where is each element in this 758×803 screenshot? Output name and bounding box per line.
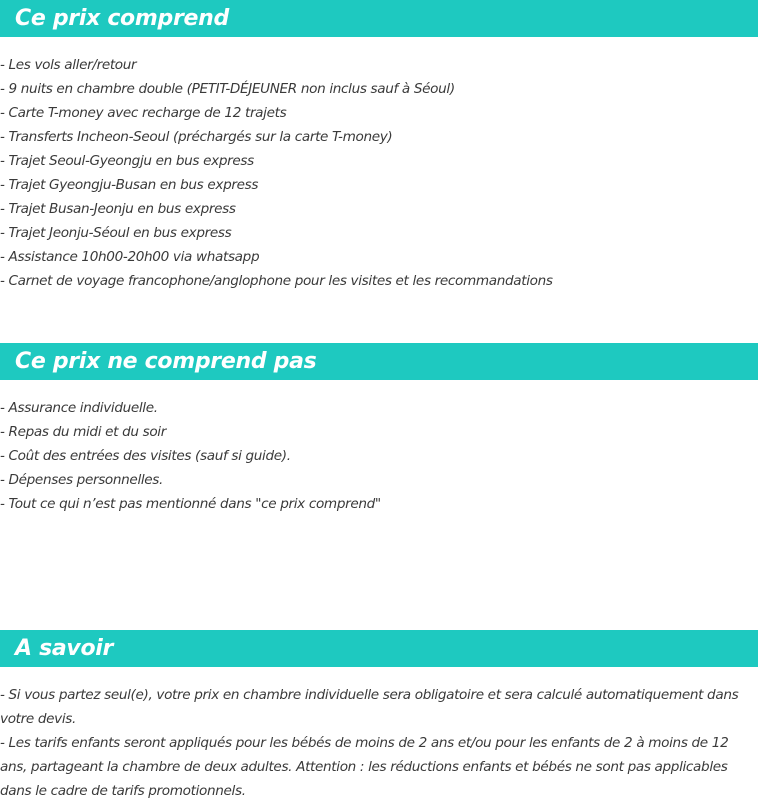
list-item: - Repas du midi et du soir — [0, 424, 166, 440]
list-item: - Assurance individuelle. — [0, 400, 158, 416]
excludes-title: Ce prix ne comprend pas — [0, 343, 758, 380]
excludes-section — [0, 343, 758, 516]
paragraph: - Les tarifs enfants seront appliqués pour les bébés de moins de 2 ans et/ou pour les enfants de 2 à moins de 12 ans, partageant la chambre de deux adultes. Attention : les réductions enfants et bébés ne sont pas applicables dans le cadre de tarifs promotionnels. — [0, 735, 729, 799]
includes-list — [0, 53, 758, 293]
list-item: - Les vols aller/retour — [0, 57, 137, 73]
paragraph: - Si vous partez seul(e), votre prix en chambre individuelle sera obligatoire et sera calculé automatiquement dans votre devis. — [0, 687, 739, 727]
excludes-list — [0, 396, 758, 516]
list-item: - Dépenses personnelles. — [0, 472, 164, 488]
list-item: - Trajet Jeonju-Séoul en bus express — [0, 225, 232, 241]
list-item: - Coût des entrées des visites (sauf si guide). — [0, 448, 291, 464]
list-item: - Trajet Busan-Jeonju en bus express — [0, 201, 236, 217]
includes-section — [0, 0, 758, 293]
list-item: - Trajet Seoul-Gyeongju en bus express — [0, 153, 254, 169]
list-item: - Carte T-money avec recharge de 12 trajets — [0, 105, 287, 121]
includes-title: Ce prix comprend — [0, 0, 758, 37]
list-item: - Carnet de voyage francophone/anglophone pour les visites et les recommandations — [0, 273, 553, 289]
good-to-know-text — [0, 683, 758, 803]
list-item: - Assistance 10h00-20h00 via whatsapp — [0, 249, 260, 265]
list-item: - Tout ce qui n’est pas mentionné dans "ce prix comprend" — [0, 496, 381, 512]
list-item: - Trajet Gyeongju-Busan en bus express — [0, 177, 259, 193]
good-to-know-title: A savoir — [0, 630, 758, 667]
list-item: - 9 nuits en chambre double (PETIT-DÉJEUNER non inclus sauf à Séoul) — [0, 81, 455, 97]
list-item: - Transferts Incheon-Seoul (préchargés sur la carte T-money) — [0, 129, 393, 145]
good-to-know-section — [0, 630, 758, 803]
